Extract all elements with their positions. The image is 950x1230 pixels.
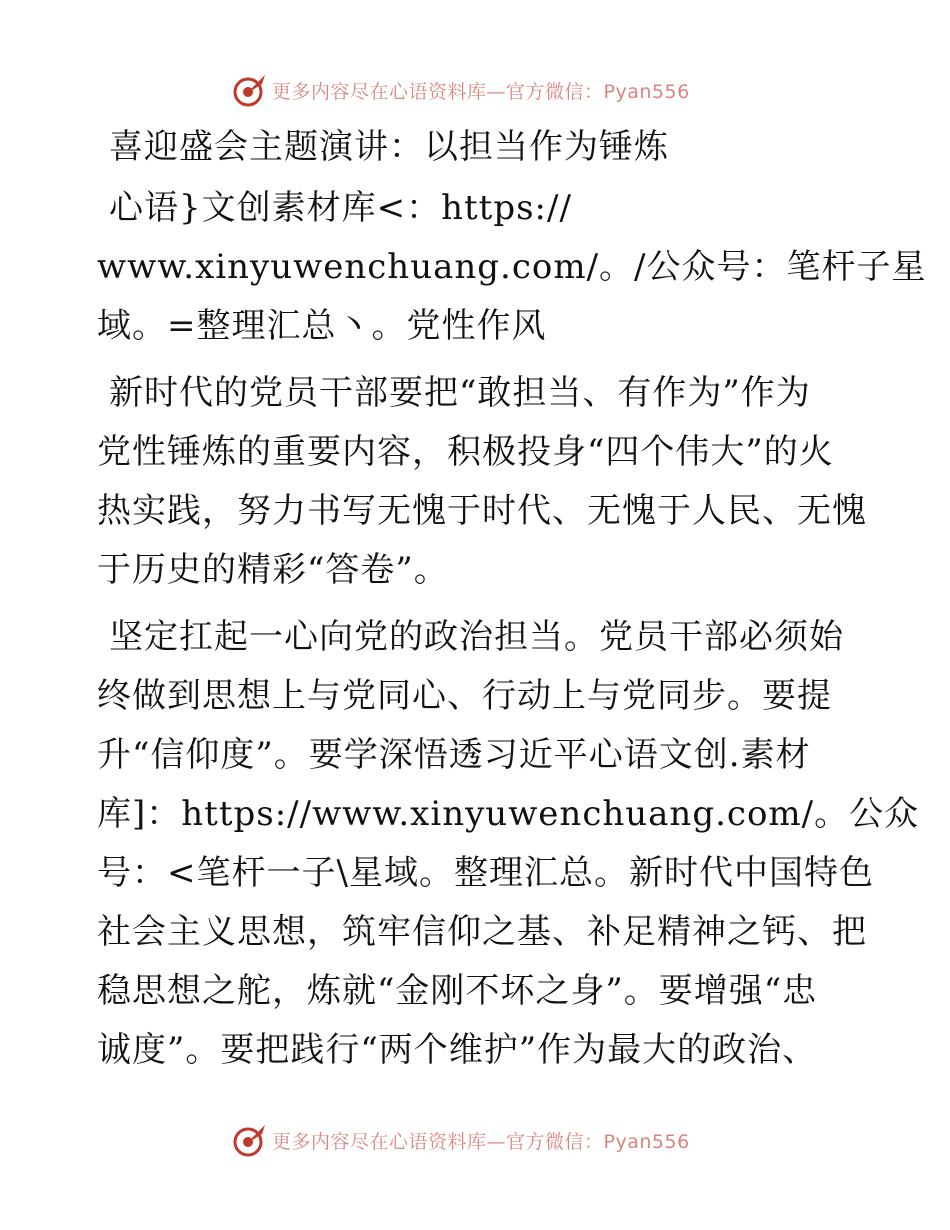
text-line: 稳思想之舵，炼就“金刚不坏之身”。要增强“忠: [97, 971, 818, 1011]
text-line: 新时代的党员干部要把“敢担当、有作为”作为: [109, 373, 811, 413]
text-line: 升“信仰度”。要学深悟透习近平心语文创.素材: [97, 735, 811, 775]
text-line: 号：<笔杆一子\星域。整理汇总。新时代中国特色: [97, 853, 874, 893]
paragraph-intro: [97, 364, 867, 600]
text-line: 热实践，努力书写无愧于时代、无愧于人民、无愧: [97, 491, 867, 531]
text-line: 于历史的精彩“答卷”。: [97, 550, 449, 590]
document-body: [97, 118, 927, 1088]
text-line: 库]：https://www.xinyuwenchuang.com/。公众: [97, 794, 920, 834]
document-title: 喜迎盛会主题演讲：以担当作为锤炼: [109, 127, 669, 167]
text-line: 坚定扛起一心向党的政治担当。党员干部必须始: [109, 617, 844, 657]
header-banner-text: 更多内容尽在心语资料库—官方微信：Pyan556: [272, 80, 690, 103]
text-line: 诚度”。要把践行“两个维护”作为最大的政治、: [97, 1030, 818, 1070]
text-line: 党性锤炼的重要内容，积极投身“四个伟大”的火: [97, 432, 834, 472]
text-line: 心语}文创素材库<：https://: [109, 188, 572, 228]
header-banner: [232, 70, 722, 110]
quill-logo-icon: [232, 1122, 268, 1158]
text-line: 社会主义思想，筑牢信仰之基、补足精神之钙、把: [97, 912, 867, 952]
footer-banner-text: 更多内容尽在心语资料库—官方微信：Pyan556: [272, 1130, 690, 1153]
text-line: 终做到思想上与党同心、行动上与党同步。要提: [97, 676, 832, 716]
text-line: www.xinyuwenchuang.com/。/公众号：笔杆子星: [97, 247, 927, 287]
paragraph-source-1: [97, 179, 927, 356]
paragraph-political: [97, 608, 920, 1080]
text-line: 域。=整理汇总丶。党性作风: [97, 306, 547, 346]
quill-logo-icon: [232, 72, 268, 108]
footer-banner: [232, 1120, 722, 1160]
